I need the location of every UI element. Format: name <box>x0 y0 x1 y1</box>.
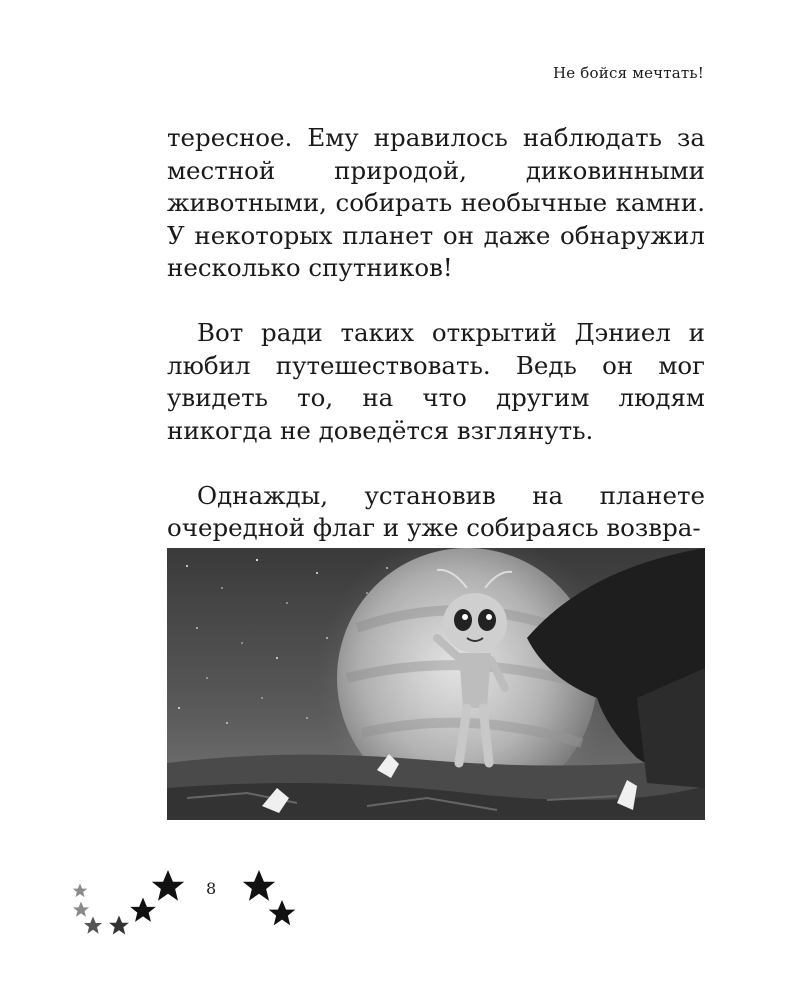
illustration-scene <box>167 548 705 820</box>
page-number: 8 <box>206 879 217 898</box>
decorative-stars <box>60 860 320 950</box>
paragraph-3: Однажды, установив на планете очередной флаг и уже собираясь возвра- <box>167 480 705 542</box>
running-title: Не бойся мечтать! <box>552 64 704 82</box>
paragraph-2: Вот ради таких открытий Дэниел и любил путешествовать. Ведь он мог увидеть то, на что другим людям никогда не доведётся взглянуть. <box>167 318 705 445</box>
body-text <box>167 122 705 545</box>
star-icon <box>73 902 89 917</box>
star-icon <box>243 870 275 901</box>
alien-planet-illustration <box>167 548 705 820</box>
star-icon <box>73 884 87 898</box>
star-icon <box>109 916 129 935</box>
star-icon <box>84 917 102 934</box>
paragraph-1: тересное. Ему нравилось наблюдать за местной природой, диковинными животными, собирать необычные камни. У некоторых планет он даже обнаружил несколько спутников! <box>167 123 705 282</box>
star-icon <box>152 870 184 901</box>
star-icon <box>130 898 156 922</box>
star-icon <box>269 900 296 925</box>
